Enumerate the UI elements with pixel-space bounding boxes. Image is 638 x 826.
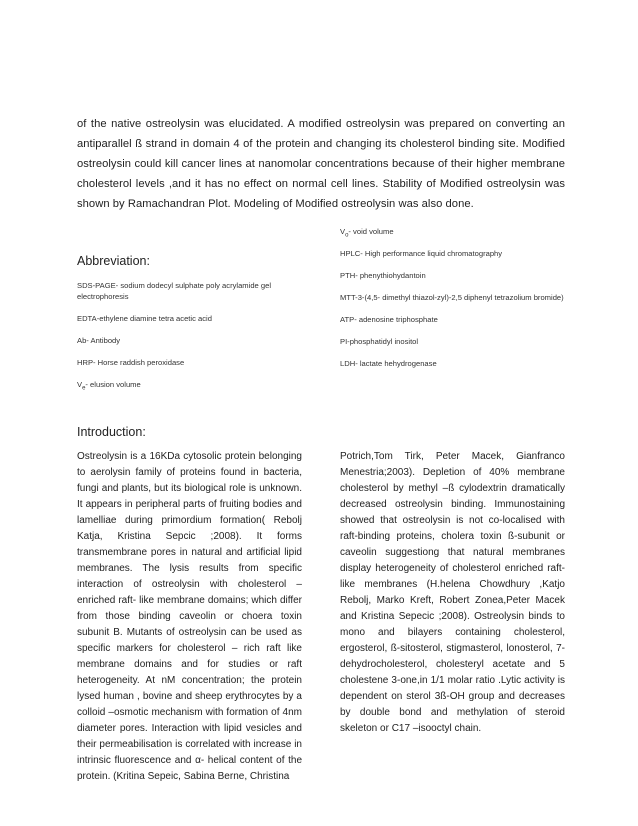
abbreviation-item: LDH- lactate hehydrogenase: [340, 359, 437, 368]
abbreviation-item: ATP- adenosine triphosphate: [340, 315, 438, 324]
ve-text: - elusion volume: [85, 380, 141, 389]
ve-base: V: [77, 380, 83, 389]
abbreviation-list-right: [340, 226, 565, 380]
intro-paragraph: of the native ostreolysin was elucidated. A modified ostreolysin was prepared on converting an antiparallel ß strand in domain 4 of the protein and changing its cholesterol binding site. Modified ostreolysin could kill cancer lines at nanomolar concentrations because of their higher membrane cholesterol levels ,and it has no effect on normal cell lines. Stability of Modified ostreolysin was shown by Ramachandran Plot. Modeling of Modified ostreolysin was also done.: [77, 118, 565, 210]
vo-text: - void volume: [348, 227, 394, 236]
abbreviation-item: PI-phosphatidyl inositol: [340, 337, 419, 346]
abbreviation-list-left: [77, 280, 287, 401]
introduction-heading: Introduction:: [77, 425, 146, 439]
introduction-left-column: Ostreolysin is a 16KDa cytosolic protein belonging to aerolysin family of proteins found in bacteria, fungi and plants, but its biological role is unknown. It appears in peripheral parts of fruiting bodies and lamelliae during primordium formation( Rebolj Katja, Kristina Sepcic ;2008). It forms transmembrane pores in natural and artificial lipid membranes. The lysis results from specific interaction of ostreolysin with cholesterol – enriched raft- like membrane domains; which differ from those binding caveolin or choera toxin subunit B. Mutants of ostreolysin can be used as specific markers for cholesterol – rich raft like membrane domains and for studies or raft heterogeneity. At nM concentration; the protein lysed human , bovine and sheep erythrocytes by a colloid –osmotic mechanism with formation of 4nm diameter pores. Interaction with lipid vesicles and their permeabilisation is correlated with increase in intrinsic fluorescence and α- helical content of the protein. (Kritina Sepeic, Sabina Berne, Christina: [77, 451, 302, 782]
abbreviation-item-ve: [77, 379, 287, 390]
abbreviation-item: PTH- phenythiohydantoin: [340, 271, 426, 280]
abbreviation-item: HPLC- High performance liquid chromatography: [340, 249, 503, 258]
abbreviation-item: HRP- Horse raddish peroxidase: [77, 358, 185, 367]
introduction-right-column: Potrich,Tom Tirk, Peter Macek, Gianfranco Menestria;2003). Depletion of 40% membrane cholesterol by methyl –ß cylodextrin dramatically decreased ostreolysin binding. Immunostaining showed that ostreolysin is not co-localised with raft-binding proteins, cholera toxin ß-subunit or caveolin suggestiong that natural membranes display heterogeneity of cholesterol enriched raft-like membranes (H.helena Chowdhury ,Katjo Rebolj, Marko Kreft, Robert Zonea,Peter Macek and Kristina Sepecic ;2008). Ostreolysin binds to mono and bilayers containing cholesterol, ergosterol, ß-sitosterol, stigmasterol, lonosterol, 7-dehydrocholesterol, cholesteryl acetate and 5 cholestene 3-one,in 1/1 molar ratio .Lytic activity is dependent on sterol 3ß-OH group and decreases by double bond and methylation of steroid skeleton or C17 –isooctyl chain.: [340, 451, 565, 734]
abbreviation-item: EDTA-ethylene diamine tetra acetic acid: [77, 314, 212, 323]
abbreviation-item-vo: [340, 226, 565, 237]
abbreviation-item: SDS-PAGE- sodium dodecyl sulphate poly acrylamide gel electrophoresis: [77, 281, 272, 301]
abbreviation-heading: Abbreviation:: [77, 254, 150, 268]
ve-sub: e: [82, 385, 86, 392]
abbreviation-item: MTT-3-(4,5- dimethyl thiazol-zyl)-2,5 diphenyl tetrazolium bromide): [340, 293, 564, 302]
vo-sub: o: [345, 232, 349, 239]
abbreviation-item: Ab- Antibody: [77, 336, 121, 345]
vo-base: V: [340, 227, 346, 236]
